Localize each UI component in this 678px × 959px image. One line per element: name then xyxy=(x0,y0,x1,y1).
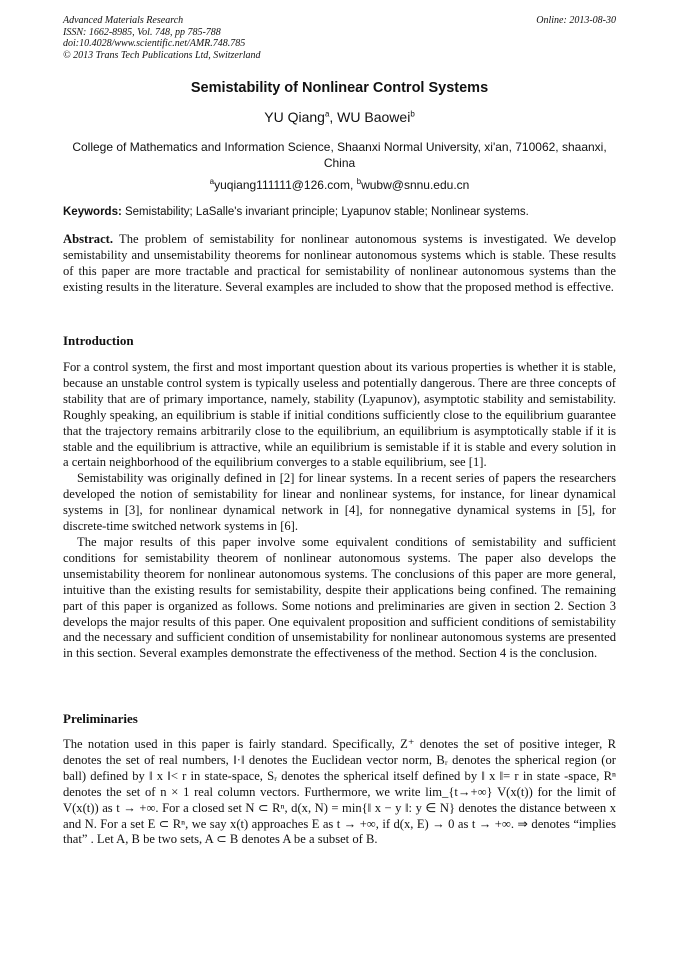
author-1-mark: a xyxy=(324,109,330,119)
introduction-heading: Introduction xyxy=(63,333,134,348)
online-date: Online: 2013-08-30 xyxy=(536,15,616,26)
preliminaries-heading: Preliminaries xyxy=(63,711,138,726)
keywords xyxy=(63,206,616,218)
doi-line: doi:10.4028/www.scientific.net/AMR.748.785 xyxy=(63,38,246,49)
journal-name: Advanced Materials Research xyxy=(63,15,184,26)
paper-title: Semistability of Nonlinear Control Systems xyxy=(190,80,489,96)
author-2-mark: b xyxy=(410,109,415,119)
preliminaries-paragraph: The notation used in this paper is fairly standard. Specifically, Z⁺ denotes the set of positive integer, R denotes the set of real numbers, ‖·‖ denotes the Euclidean vector norm, Bᵣ denotes the spherical region (or ball) defined by ‖ x ‖< r in state-space, Sᵣ denotes the spherical itself defined by ‖ x ‖= r in state -space, Rⁿ denotes the set of n × 1 real column vectors. Furthermore, we write lim_{t→+∞} V(x(t)) for the limit of V(x(t)) as t → +∞. For a closed set N ⊂ Rⁿ, d(x, N) = min{‖ x − y ‖: y ∈ N} denotes the distance between x and N. For a set E ⊂ Rⁿ, we say x(t) approaches E as t → +∞, if d(x, E) → 0 as t → +∞. ⇒ denotes “implies that” . Let A, B be two sets, A ⊂ B denotes A be a subset of B. xyxy=(63,737,616,847)
email-line xyxy=(63,178,616,192)
author-line xyxy=(63,109,616,125)
introduction-body xyxy=(63,360,616,662)
email-b-mark: b xyxy=(356,177,362,186)
email-a-mark: a xyxy=(209,177,215,186)
introduction-paragraph-2: Semistability was originally defined in [2] for linear systems. In a recent series of papers the researchers developed the notion of semistability for linear and nonlinear systems, for instance, for linear dynamical systems in [3], for nonlinear dynamical network in [4], for nonnegative dynamical systems in [5], for discrete-time switched network systems in [6]. xyxy=(63,471,616,534)
keywords-text: Semistability; LaSalle's invariant principle; Lyapunov stable; Nonlinear systems. xyxy=(121,206,529,218)
introduction-paragraph-1: For a control system, the first and most important question about its various properties is whether it is stable, because an unstable control system is typically useless and potentially dangerous. There are three concepts of stability that are of primary importance, namely, stability (Lyapunov), asymptotic stability and semistability. Roughly speaking, an equilibrium is stable if initial conditions sufficiently close to the equilibrium guarantee that the trajectory remains arbitrarily close to the equilibrium, an equilibrium is asymptotically stable if it is stable and the equilibrium is attractive, while an equilibrium is semistable if it is stable and every solution in a certain neighborhood of the equilibrium converges to a stable equilibrium, see [1]. xyxy=(63,360,616,470)
author-2-name: WU Baowei xyxy=(337,109,411,125)
issn-line: ISSN: 1662-8985, Vol. 748, pp 785-788 xyxy=(63,26,221,38)
author-separator: , xyxy=(329,109,338,125)
copyright-line: © 2013 Trans Tech Publications Ltd, Switzerland xyxy=(63,49,261,61)
keywords-label: Keywords: xyxy=(63,206,122,218)
journal-header xyxy=(63,15,616,61)
introduction-paragraph-3: The major results of this paper involve some equivalent conditions of semistability and sufficient conditions for semistability theorem of nonlinear autonomous systems. The paper also develops the unsemistability theorem for nonlinear autonomous systems. The conclusions of this paper are more general, intuitive than the existing results for semistability, despite their applications being confined. The remaining part of this paper is organized as follows. Some notions and preliminaries are given in section 2. Section 3 develops the major results of this paper. One equivalent proposition and sufficient conditions of semistability and the necessary and sufficient condition of unsemistability for nonlinear autonomous systems are presented in this section. Several examples demonstrate the effectiveness of the method. Section 4 is the conclusion. xyxy=(63,534,616,661)
email-b: wubw@snnu.edu.cn xyxy=(361,178,470,192)
author-1-name: YU Qiang xyxy=(264,109,325,125)
abstract-text: The problem of semistability for nonlinear autonomous systems is investigated. We develop semistability and unsemistability theorems for nonlinear autonomous systems which is stable. These results of this paper are more tractable and practical for semistability of nonlinear autonomous systems than the existing results in the literature. Several examples are included to show that the proposed method is effective. xyxy=(63,232,616,294)
abstract xyxy=(63,232,616,296)
abstract-label: Abstract. xyxy=(63,232,114,246)
email-a: yuqiang111111@126.com, xyxy=(214,178,357,192)
affiliation: College of Mathematics and Information Science, Shaanxi Normal University, xi'an, 710062, shaanxi, China xyxy=(72,140,607,170)
preliminaries-body xyxy=(63,737,616,848)
